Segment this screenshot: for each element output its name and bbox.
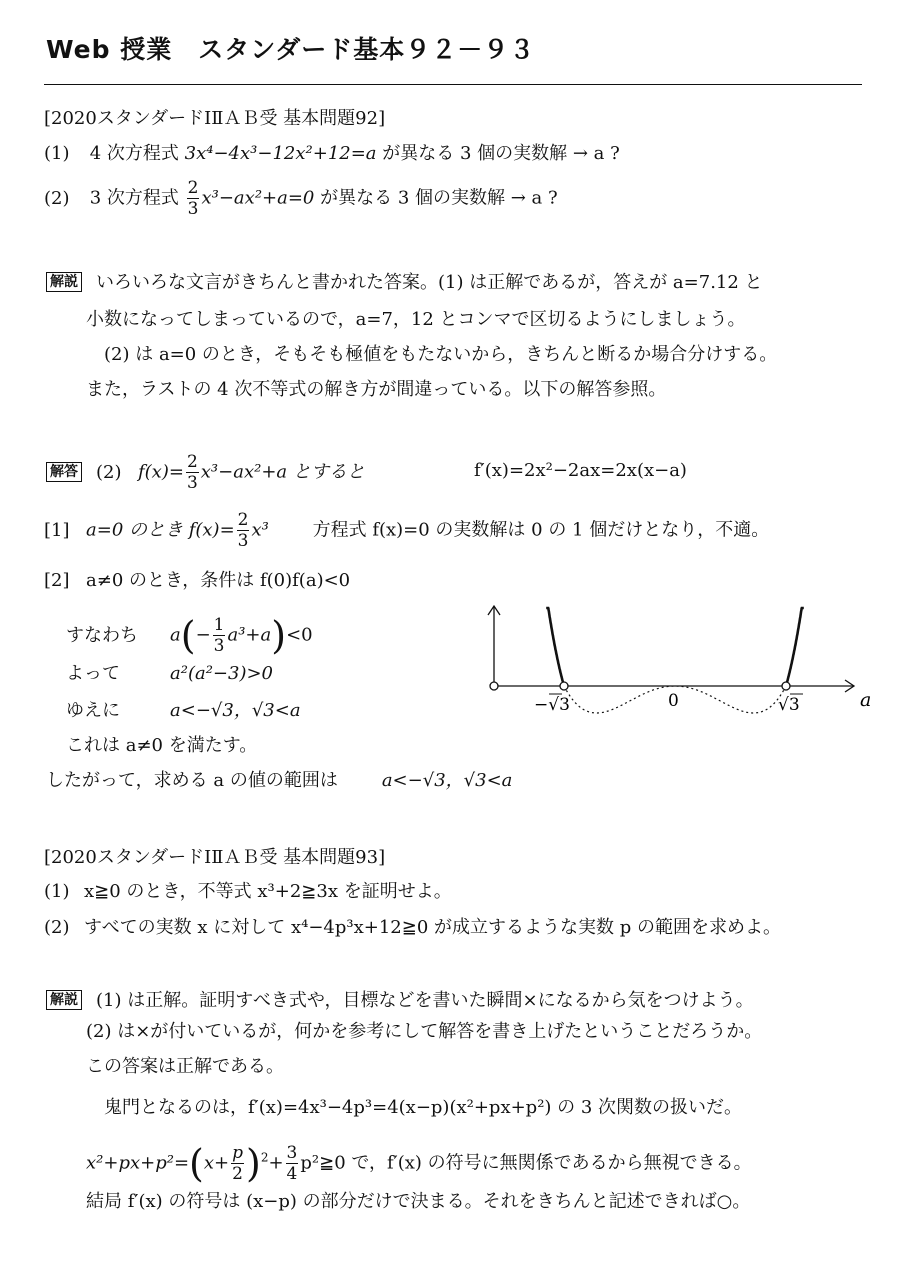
- fraction: [286, 1143, 299, 1184]
- case-condition: a=0 のとき f(x)=: [86, 519, 235, 541]
- commentary-93-equation: x²+px+p²=(x+ $\frac{p}{2}$ )$^2$+ $\frac{3}{4}$ p²≧0 で，f′(x) の符号に無関係であるから無視できる。: [86, 1141, 752, 1186]
- problem-number: (1): [44, 881, 70, 902]
- fraction-denominator: 4: [286, 1164, 298, 1184]
- step-math: a<−√3，√3<a: [170, 700, 301, 721]
- function-definition-rest: x³−ax²+a とすると: [200, 461, 365, 483]
- step-math: <0: [286, 624, 313, 646]
- step-math: a³+a: [227, 624, 272, 646]
- step-math: a²(a²−3)>0: [170, 663, 274, 684]
- commentary-text: (1) は正解。証明すべき式や，目標などを書いた瞬間×になるから気をつけよう。: [96, 990, 754, 1011]
- step-label: よって: [66, 663, 120, 684]
- fraction-denominator: 3: [186, 473, 198, 493]
- commentary-92-line-1: [46, 272, 763, 292]
- step-label: すなわち: [66, 624, 138, 646]
- commentary-badge: 解説: [46, 990, 82, 1010]
- problem-93-1: [44, 883, 452, 901]
- commentary-text: いろいろな文言がきちんと書かれた答案。(1) は正解であるが，答えが a=7.12 と: [96, 272, 763, 293]
- conclusion-text: したがって，求める a の値の範囲は: [46, 770, 338, 791]
- fraction-denominator: 2: [232, 1164, 243, 1184]
- derivative: f′(x)=2x²−2ax=2x(x−a): [474, 460, 687, 481]
- open-point-pos-root3: [782, 682, 790, 690]
- problem-question: が異なる 3 個の実数解 → a ?: [320, 187, 558, 209]
- step-math: a: [170, 624, 181, 646]
- case-label: [2]: [44, 570, 70, 591]
- fraction-denominator: 3: [187, 199, 199, 219]
- commentary-93-line-3: この答案は正解である。: [86, 1056, 284, 1077]
- fraction: [186, 452, 199, 493]
- tick-label-pos-root3: √3: [778, 695, 800, 715]
- case-condition: a≠0 のとき，条件は f(0)f(a)<0: [86, 570, 351, 591]
- fraction-denominator: 3: [213, 636, 225, 656]
- problem-number: (2): [44, 917, 70, 938]
- open-point-neg-root3: [560, 682, 568, 690]
- sign-graph: [480, 598, 880, 738]
- commentary-92-line-4: また，ラストの 4 次不等式の解き方が間違っている。以下の解答参照。: [86, 379, 667, 400]
- section-93-header: [2020スタンダードⅠⅡＡＢ受 基本問題93]: [44, 847, 386, 868]
- step-yotte: [66, 665, 273, 683]
- problem-text: x≧0 のとき，不等式 x³+2≧3x を証明せよ。: [84, 881, 452, 902]
- conclusion-math: a<−√3，√3<a: [381, 770, 513, 791]
- problem-equation: 3x⁴−4x³−12x²+12=a: [184, 143, 377, 164]
- fraction-numerator: 2: [237, 510, 249, 530]
- step-yueni: [66, 702, 301, 720]
- problem-question: が異なる 3 個の実数解 → a ?: [382, 143, 620, 164]
- step-kore: これは a≠0 を満たす。: [66, 735, 258, 756]
- commentary-badge: 解説: [46, 272, 82, 292]
- fraction-denominator: 3: [237, 531, 249, 551]
- fraction: [237, 510, 250, 551]
- answer-badge: 解答: [46, 462, 82, 482]
- case-function: x³: [251, 519, 269, 541]
- open-point-left: [490, 682, 498, 690]
- conclusion: [46, 772, 512, 790]
- problem-text: 4 次方程式: [89, 143, 179, 164]
- tick-label-zero: 0: [668, 691, 679, 711]
- step-label: ゆえに: [66, 700, 120, 721]
- case-1: [44, 510, 769, 551]
- fraction-numerator: p: [232, 1143, 243, 1163]
- equation-left: x²+px+p²=: [86, 1152, 190, 1174]
- answer-label: (2): [96, 461, 122, 483]
- fraction: [187, 178, 200, 219]
- commentary-93-line-1: [46, 990, 754, 1010]
- problem-text: 3 次方程式: [89, 187, 179, 209]
- title-divider: [44, 84, 862, 85]
- fraction-numerator: 2: [186, 452, 198, 472]
- commentary-92-line-3: (2) は a=0 のとき，そもそも極値をもたないから，きちんと断るか場合分けする。: [104, 344, 778, 365]
- problem-93-2: [44, 919, 781, 937]
- problem-equation: x³−ax²+a=0: [201, 187, 315, 209]
- right-paren: ): [245, 1141, 261, 1186]
- right-paren: ): [271, 613, 287, 658]
- left-paren: (: [189, 1141, 204, 1186]
- fraction: [213, 615, 226, 656]
- equation-right: p²≧0 で，f′(x) の符号に無関係であるから無視できる。: [300, 1152, 752, 1174]
- commentary-93-line-2: (2) は×が付いているが，何かを参考にして解答を書き上げたということだろうか。: [86, 1021, 763, 1042]
- case-2: [44, 572, 350, 590]
- tick-label-neg-root3: −√3: [534, 695, 570, 715]
- fraction-numerator: 1: [213, 615, 225, 635]
- left-paren: (: [180, 613, 196, 658]
- problem-number: (1): [44, 143, 70, 164]
- fraction: [231, 1143, 244, 1184]
- problem-text: すべての実数 x に対して x⁴−4p³x+12≧0 が成立するような実数 p の範囲を求めよ。: [84, 917, 781, 938]
- commentary-92-line-2: 小数になってしまっているので，a=7，12 とコンマで区切るようにしましょう。: [86, 309, 746, 330]
- answer-92-header: [46, 452, 365, 493]
- problem-92-2: [44, 178, 558, 219]
- case-result: 方程式 f(x)=0 の実数解は 0 の 1 個だけとなり，不適。: [312, 519, 770, 541]
- curve-positive-right: [786, 608, 804, 686]
- step-sunawachi: すなわち a(− $\frac{1}{3}$ a³+a)<0: [66, 613, 313, 658]
- axis-label-a: a: [860, 689, 872, 711]
- page-title: Web 授業 スタンダード基本９２－９３: [46, 35, 536, 64]
- fraction-numerator: 3: [286, 1143, 298, 1163]
- commentary-93-last: 結局 f′(x) の符号は (x−p) の部分だけで決まる。それをきちんと記述できれば○。: [86, 1191, 751, 1212]
- curve-positive-left: [546, 608, 564, 686]
- problem-number: (2): [44, 187, 70, 209]
- section-92-header: [2020スタンダードⅠⅡＡＢ受 基本問題92]: [44, 108, 386, 129]
- case-label: [1]: [44, 519, 70, 541]
- commentary-93-line-4: 鬼門となるのは，f′(x)=4x³−4p³=4(x−p)(x²+px+p²) の 3 次関数の扱いだ。: [104, 1097, 743, 1118]
- problem-92-1: [44, 145, 620, 163]
- fraction-numerator: 2: [187, 178, 199, 198]
- function-definition: f(x)=: [138, 461, 184, 483]
